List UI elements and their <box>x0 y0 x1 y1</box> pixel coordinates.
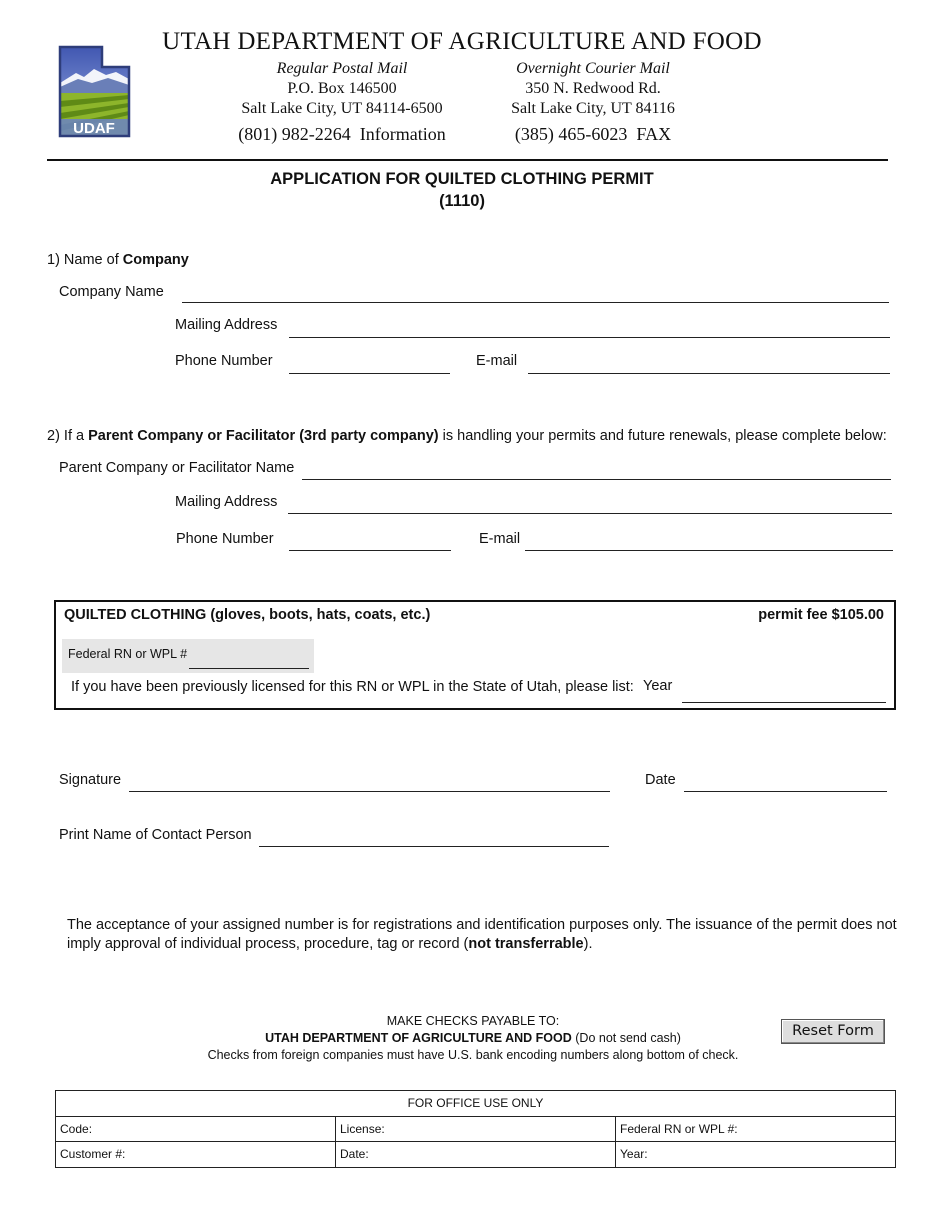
section2-heading-suffix: is handling your permits and future renewals, please complete below: <box>438 428 887 444</box>
previous-license-text: If you have been previously licensed for this RN or WPL in the State of Utah, please list: <box>71 679 634 695</box>
parent-mailing-address-label: Mailing Address <box>175 494 278 510</box>
federal-rn-field[interactable] <box>189 668 309 669</box>
regular-mail-block <box>222 59 462 144</box>
company-name-label: Company Name <box>59 284 164 300</box>
payment-line3: Checks from foreign companies must have U.S. bank encoding numbers along bottom of check. <box>207 1048 739 1062</box>
regular-mail-line1: P.O. Box 146500 <box>287 80 397 97</box>
form-title-line1: APPLICATION FOR QUILTED CLOTHING PERMIT <box>270 170 654 188</box>
payment-line1: MAKE CHECKS PAYABLE TO: <box>386 1014 560 1028</box>
parent-mailing-address-field[interactable] <box>288 513 892 514</box>
federal-rn-label: Federal RN or WPL # <box>68 647 188 661</box>
phone-number-label: Phone Number <box>175 353 273 369</box>
print-name-field[interactable] <box>259 846 609 847</box>
parent-email-field[interactable] <box>525 550 893 551</box>
mailing-address-field[interactable] <box>289 337 890 338</box>
disclaimer <box>67 916 897 954</box>
form-title-line2: (1110) <box>439 192 485 210</box>
date-label: Date <box>645 772 676 788</box>
office-use-table <box>55 1090 896 1168</box>
overnight-mail-block <box>476 59 710 144</box>
header-divider <box>47 159 888 161</box>
section1-heading-prefix: 1) Name of <box>47 252 123 268</box>
form-title <box>0 168 924 212</box>
regular-mail-line2: Salt Lake City, UT 84114-6500 <box>241 100 443 117</box>
office-date-cell: Date: <box>336 1142 616 1168</box>
overnight-mail-line2: Salt Lake City, UT 84116 <box>511 100 675 117</box>
fax-phone-row <box>476 124 710 144</box>
department-title: UTAH DEPARTMENT OF AGRICULTURE AND FOOD <box>162 28 762 55</box>
disclaimer-text: The acceptance of your assigned number is for registrations and identification purposes only. The issuance of the permit does not imply approval of individual process, procedure, tag or record ( <box>67 917 897 952</box>
fax-phone: (385) 465-6023 <box>514 124 628 144</box>
payee-name: UTAH DEPARTMENT OF AGRICULTURE AND FOOD <box>265 1031 572 1045</box>
info-phone-row <box>222 124 462 144</box>
office-license-cell: License: <box>336 1116 616 1142</box>
office-use-header: FOR OFFICE USE ONLY <box>56 1091 896 1117</box>
section2-heading <box>47 428 887 444</box>
table-row <box>56 1142 896 1168</box>
parent-phone-label: Phone Number <box>176 531 274 547</box>
table-row <box>56 1116 896 1142</box>
section2-heading-bold: Parent Company or Facilitator (3rd party company) <box>88 428 439 444</box>
parent-name-label: Parent Company or Facilitator Name <box>59 460 295 476</box>
payment-line2 <box>100 1030 846 1047</box>
office-year-cell: Year: <box>616 1142 896 1168</box>
company-name-field[interactable] <box>182 302 889 303</box>
section2-heading-prefix: 2) If a <box>47 428 89 444</box>
phone-number-field[interactable] <box>289 373 450 374</box>
overnight-mail-title: Overnight Courier Mail <box>516 60 670 77</box>
disclaimer-bold: not transferrable <box>468 936 584 952</box>
info-phone: (801) 982-2264 <box>238 124 351 144</box>
section1-heading <box>47 252 189 268</box>
quilted-title: QUILTED CLOTHING (gloves, boots, hats, coats, etc.) <box>64 607 431 623</box>
reset-form-button[interactable]: Reset Form <box>781 1019 885 1044</box>
print-name-label: Print Name of Contact Person <box>59 827 252 843</box>
signature-field[interactable] <box>129 791 610 792</box>
overnight-mail-line1: 350 N. Redwood Rd. <box>525 80 661 97</box>
section1-heading-bold: Company <box>122 252 189 268</box>
signature-label: Signature <box>59 772 122 788</box>
office-federal-rn-cell: Federal RN or WPL #: <box>616 1116 896 1142</box>
logo-text: UDAF <box>73 120 115 137</box>
payment-note: (Do not send cash) <box>571 1031 681 1045</box>
office-code-cell: Code: <box>56 1116 336 1142</box>
year-field[interactable] <box>682 702 886 703</box>
info-phone-label: Information <box>359 124 446 144</box>
payment-instructions <box>100 1013 846 1064</box>
udaf-logo <box>56 45 132 138</box>
regular-mail-title: Regular Postal Mail <box>276 60 408 77</box>
parent-phone-field[interactable] <box>289 550 451 551</box>
email-label: E-mail <box>476 353 518 369</box>
permit-fee: permit fee $105.00 <box>758 607 884 623</box>
disclaimer-end: ). <box>583 936 593 952</box>
parent-email-label: E-mail <box>479 531 521 547</box>
year-label: Year <box>643 678 673 694</box>
email-field[interactable] <box>528 373 890 374</box>
office-customer-cell: Customer #: <box>56 1142 336 1168</box>
mailing-address-label: Mailing Address <box>175 317 278 333</box>
fax-phone-label: FAX <box>636 124 672 144</box>
parent-name-field[interactable] <box>302 479 891 480</box>
date-field[interactable] <box>684 791 887 792</box>
